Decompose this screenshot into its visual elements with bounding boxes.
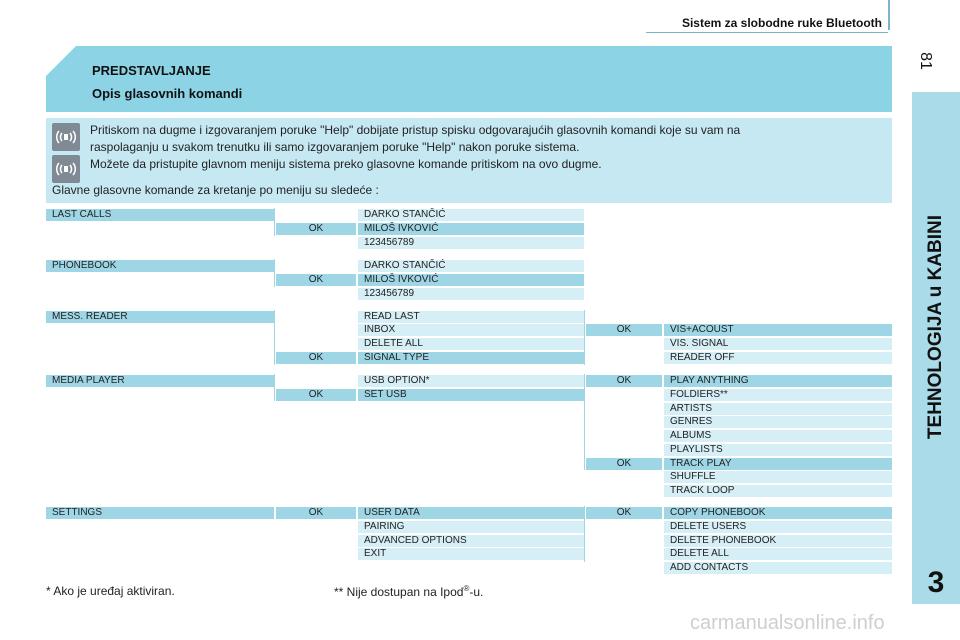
help-text-line-3: Možete da pristupite glavnom meniju sistema preko glasovne komande pritiskom na ovo dugme. xyxy=(90,157,602,171)
menu-option: 123456789 xyxy=(358,288,584,300)
connector-line xyxy=(274,374,275,401)
menu-option: 123456789 xyxy=(358,237,584,249)
connector-line xyxy=(274,259,275,287)
ok-label: OK xyxy=(586,324,662,336)
submenu-option: TRACK PLAY xyxy=(664,458,892,470)
connector-line xyxy=(584,374,585,470)
submenu-option: PLAYLISTS xyxy=(664,444,892,456)
menu-last-calls: LAST CALLS xyxy=(46,209,274,221)
menu-option: INBOX xyxy=(358,324,584,336)
submenu-option: SHUFFLE xyxy=(664,471,892,483)
side-tab-label-wrap xyxy=(912,92,960,562)
menu-option: SIGNAL TYPE xyxy=(358,352,584,364)
submenu-option: VIS+ACOUST xyxy=(664,324,892,336)
menu-option: EXIT xyxy=(358,548,584,560)
voice-command-icon xyxy=(52,155,80,183)
menu-option: DELETE ALL xyxy=(358,338,584,350)
header-divider-vertical xyxy=(888,0,890,30)
section-title: Sistem za slobodne ruke Bluetooth xyxy=(681,16,882,30)
menu-option: DARKO STANČIĆ xyxy=(358,209,584,221)
submenu-option: VIS. SIGNAL xyxy=(664,338,892,350)
ok-label: OK xyxy=(276,223,356,235)
submenu-option: ALBUMS xyxy=(664,430,892,442)
voice-command-icon xyxy=(52,123,80,151)
watermark: carmanualsonline.info xyxy=(690,612,885,634)
ok-label: OK xyxy=(276,507,356,519)
ok-label: OK xyxy=(276,274,356,286)
submenu-option: TRACK LOOP xyxy=(664,485,892,497)
menu-option: USER DATA xyxy=(358,507,584,519)
submenu-option: DELETE PHONEBOOK xyxy=(664,535,892,547)
ok-label: OK xyxy=(276,352,356,364)
side-tab-label: TEHNOLOGIJA u KABINI xyxy=(925,214,946,440)
menu-option: MILOŠ IVKOVIĆ xyxy=(358,274,584,286)
intro-subtitle: Opis glasovnih komandi xyxy=(92,86,243,101)
menu-option: READ LAST xyxy=(358,311,584,323)
submenu-option: GENRES xyxy=(664,416,892,428)
submenu-option: ARTISTS xyxy=(664,403,892,415)
ok-label: OK xyxy=(586,375,662,387)
menu-settings: SETTINGS xyxy=(46,507,274,519)
registered-mark: ® xyxy=(463,584,470,593)
menu-option: USB OPTION* xyxy=(358,375,584,387)
header-divider xyxy=(646,32,888,33)
footnote-2 xyxy=(334,584,483,599)
chapter-number: 3 xyxy=(912,562,960,604)
help-footer: Glavne glasovne komande za kretanje po meniju su sledeće : xyxy=(52,183,379,197)
submenu-option: FOLDIERS** xyxy=(664,389,892,401)
menu-media-player: MEDIA PLAYER xyxy=(46,375,274,387)
ok-label: OK xyxy=(586,458,662,470)
ok-label: OK xyxy=(586,507,662,519)
menu-option: DARKO STANČIĆ xyxy=(358,260,584,272)
connector-line xyxy=(274,310,275,365)
intro-banner xyxy=(46,46,892,112)
help-text-line-2: raspolaganju u svakom trenutku ili samo izgovaranjem poruke "Help" nakon poruke sistema. xyxy=(90,140,580,154)
menu-option: SET USB xyxy=(358,389,584,401)
help-text-line-1: Pritiskom na dugme i izgovaranjem poruke "Help" dobijate pristup spisku odgovarajućih glasovnih komandi koje su vam na xyxy=(90,123,741,137)
submenu-option: DELETE ALL xyxy=(664,548,892,560)
connector-line xyxy=(584,310,585,365)
ok-label: OK xyxy=(276,389,356,401)
footnote-2-text: ** Nije dostupan na Ipod xyxy=(334,585,464,599)
menu-phonebook: PHONEBOOK xyxy=(46,260,274,272)
footnote-2-suffix: -u. xyxy=(469,585,484,599)
intro-title: PREDSTAVLJANJE xyxy=(92,63,211,78)
submenu-option: READER OFF xyxy=(664,352,892,364)
menu-option: MILOŠ IVKOVIĆ xyxy=(358,223,584,235)
footnote-1: * Ako je uređaj aktiviran. xyxy=(46,584,175,598)
submenu-option: COPY PHONEBOOK xyxy=(664,507,892,519)
submenu-option: ADD CONTACTS xyxy=(664,562,892,574)
submenu-option: PLAY ANYTHING xyxy=(664,375,892,387)
menu-mess-reader: MESS. READER xyxy=(46,311,274,323)
menu-option: ADVANCED OPTIONS xyxy=(358,535,584,547)
connector-line xyxy=(584,506,585,562)
menu-option: PAIRING xyxy=(358,521,584,533)
connector-line xyxy=(274,208,275,236)
submenu-option: DELETE USERS xyxy=(664,521,892,533)
page-number: 81 xyxy=(917,52,934,70)
